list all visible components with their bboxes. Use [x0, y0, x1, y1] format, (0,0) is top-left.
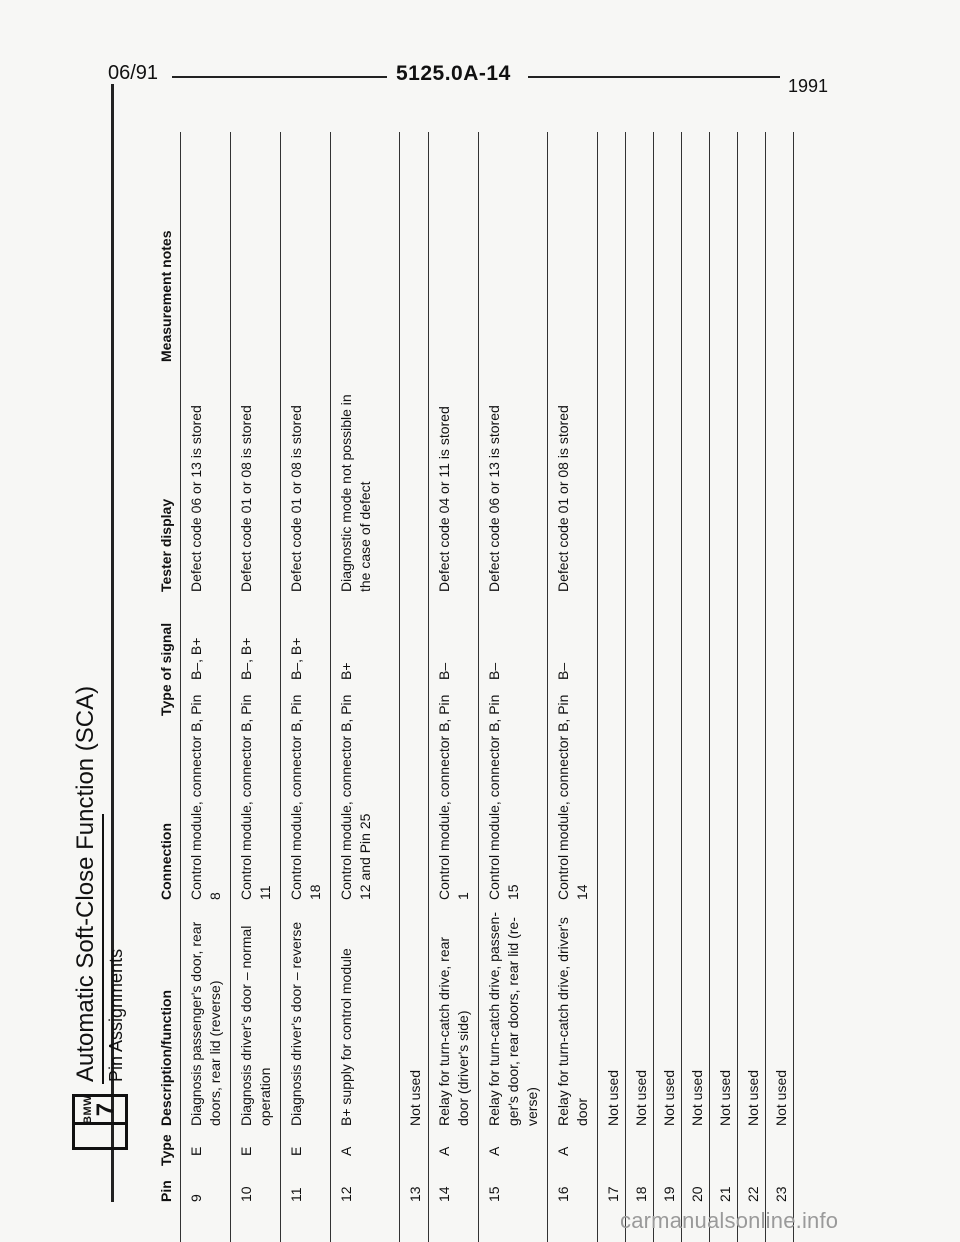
cell-signal: B– — [555, 662, 571, 680]
cell-pin: 18 — [633, 1186, 649, 1202]
cell-description: Diagnosis driver's door – reverse — [288, 921, 304, 1126]
cell-signal: B+ — [338, 662, 354, 680]
cell-type: E — [288, 1146, 304, 1156]
cell-pin: 9 — [188, 1194, 204, 1202]
cell-pin: 12 — [338, 1186, 354, 1202]
cell-signal: B–, B+ — [238, 637, 254, 680]
cell-pin: 10 — [238, 1186, 254, 1202]
cell-pin: 13 — [407, 1186, 423, 1202]
table-row — [625, 132, 653, 1242]
cell-tester: Defect code 04 or 11 is stored — [436, 406, 452, 592]
page-subtitle: Pin Assignments — [106, 948, 126, 1082]
cell-tester: Defect code 01 or 08 is stored — [288, 405, 304, 592]
cell-connection: Control module, connector B, Pin 1 — [436, 694, 471, 900]
cell-tester: Defect code 06 or 13 is stored — [486, 405, 502, 592]
column-header-tester: Tester display — [158, 498, 174, 592]
column-header-description: Description/function — [158, 989, 174, 1126]
cell-description: Not used — [605, 1069, 621, 1126]
cell-tester: Diagnostic mode not possible in the case of defect — [338, 394, 373, 592]
logo-series-number: 7 — [92, 1102, 119, 1117]
table-bottom-rule — [793, 132, 794, 1242]
cell-connection: Control module, connector B, Pin 12 and Pin 25 — [338, 694, 373, 900]
table-row — [653, 132, 681, 1242]
page-header — [0, 62, 960, 96]
logo-brand — [75, 1097, 125, 1122]
table-row — [330, 132, 399, 1242]
title-underline — [102, 814, 104, 1084]
cell-connection: Control module, connector B, Pin 15 — [486, 694, 521, 900]
cell-pin: 14 — [436, 1186, 452, 1202]
cell-type: A — [436, 1146, 452, 1156]
page-title: Automatic Soft-Close Function (SCA) — [72, 685, 99, 1082]
cell-description: Relay for turn-catch drive, passen- ger's door, rear doors, rear lid (re- verse) — [486, 912, 540, 1126]
cell-description: Diagnosis passenger's door, rear doors, rear lid (reverse) — [188, 921, 223, 1126]
cell-tester: Defect code 01 or 08 is stored — [555, 405, 571, 592]
cell-pin: 21 — [717, 1186, 733, 1202]
cell-pin: 15 — [486, 1186, 502, 1202]
cell-connection: Control module, connector B, Pin 11 — [238, 694, 273, 900]
table-row — [230, 132, 280, 1242]
cell-signal: B– — [486, 662, 502, 680]
logo-empty-box — [75, 1122, 125, 1147]
table-row — [681, 132, 709, 1242]
cell-pin: 11 — [288, 1187, 304, 1202]
column-header-signal: Type of signal — [158, 622, 174, 716]
table-row — [597, 132, 625, 1242]
cell-pin: 22 — [745, 1186, 761, 1202]
cell-pin: 17 — [605, 1186, 621, 1202]
table-row — [180, 132, 230, 1242]
cell-description: Diagnosis driver's door – normal operation — [238, 925, 273, 1126]
column-header-connection: Connection — [158, 823, 174, 900]
column-header-pin: Pin — [158, 1180, 174, 1202]
cell-type: E — [188, 1146, 204, 1156]
cell-description: B+ supply for control module — [338, 948, 354, 1126]
cell-connection: Control module, connector B, Pin 8 — [188, 694, 223, 900]
watermark: carmanualsonline.info — [620, 1208, 839, 1233]
cell-description: Not used — [745, 1069, 761, 1126]
cell-description: Not used — [407, 1069, 423, 1126]
table-row — [547, 132, 597, 1242]
cell-connection: Control module, connector B, Pin 14 — [555, 694, 590, 900]
table-header — [154, 132, 178, 1242]
cell-description: Relay for turn-catch drive, rear door (driver's side) — [436, 936, 471, 1126]
cell-tester: Defect code 06 or 13 is stored — [188, 405, 204, 592]
cell-type: E — [238, 1146, 254, 1156]
cell-connection: Control module, connector B, Pin 18 — [288, 694, 323, 900]
logo-brand-text: BMW — [82, 1095, 94, 1124]
header-year: 1991 — [788, 76, 829, 96]
cell-description: Not used — [689, 1069, 705, 1126]
cell-pin: 23 — [773, 1186, 789, 1202]
pin-table-body — [180, 132, 794, 1242]
column-header-type: Type — [158, 1134, 174, 1166]
table-row — [399, 132, 428, 1242]
header-document-code: 5125.0A-14 — [396, 62, 511, 85]
cell-pin: 19 — [661, 1186, 677, 1202]
cell-tester: Defect code 01 or 08 is stored — [238, 405, 254, 592]
cell-type: A — [338, 1146, 354, 1156]
cell-description: Not used — [717, 1069, 733, 1126]
cell-pin: 16 — [555, 1186, 571, 1202]
cell-description: Not used — [773, 1069, 789, 1126]
header-rule-left — [172, 76, 387, 78]
column-header-measurement: Measurement notes — [158, 230, 174, 362]
table-row — [280, 132, 330, 1242]
cell-signal: B–, B+ — [288, 637, 304, 680]
header-date: 06/91 — [108, 62, 159, 84]
header-rule-right — [528, 76, 780, 78]
cell-type: A — [555, 1146, 571, 1156]
table-row — [709, 132, 737, 1242]
cell-signal: B– — [436, 662, 452, 680]
table-row — [428, 132, 478, 1242]
table-row — [737, 132, 765, 1242]
cell-description: Relay for turn-catch drive, driver's door — [555, 917, 590, 1126]
cell-pin: 20 — [689, 1186, 705, 1202]
bmw-series-logo — [72, 1094, 128, 1150]
table-row — [765, 132, 793, 1242]
cell-description: Not used — [633, 1069, 649, 1126]
cell-description: Not used — [661, 1069, 677, 1126]
table-row — [478, 132, 547, 1242]
cell-type: A — [486, 1146, 502, 1156]
title-block — [72, 250, 128, 1150]
cell-signal: B–, B+ — [188, 637, 204, 680]
